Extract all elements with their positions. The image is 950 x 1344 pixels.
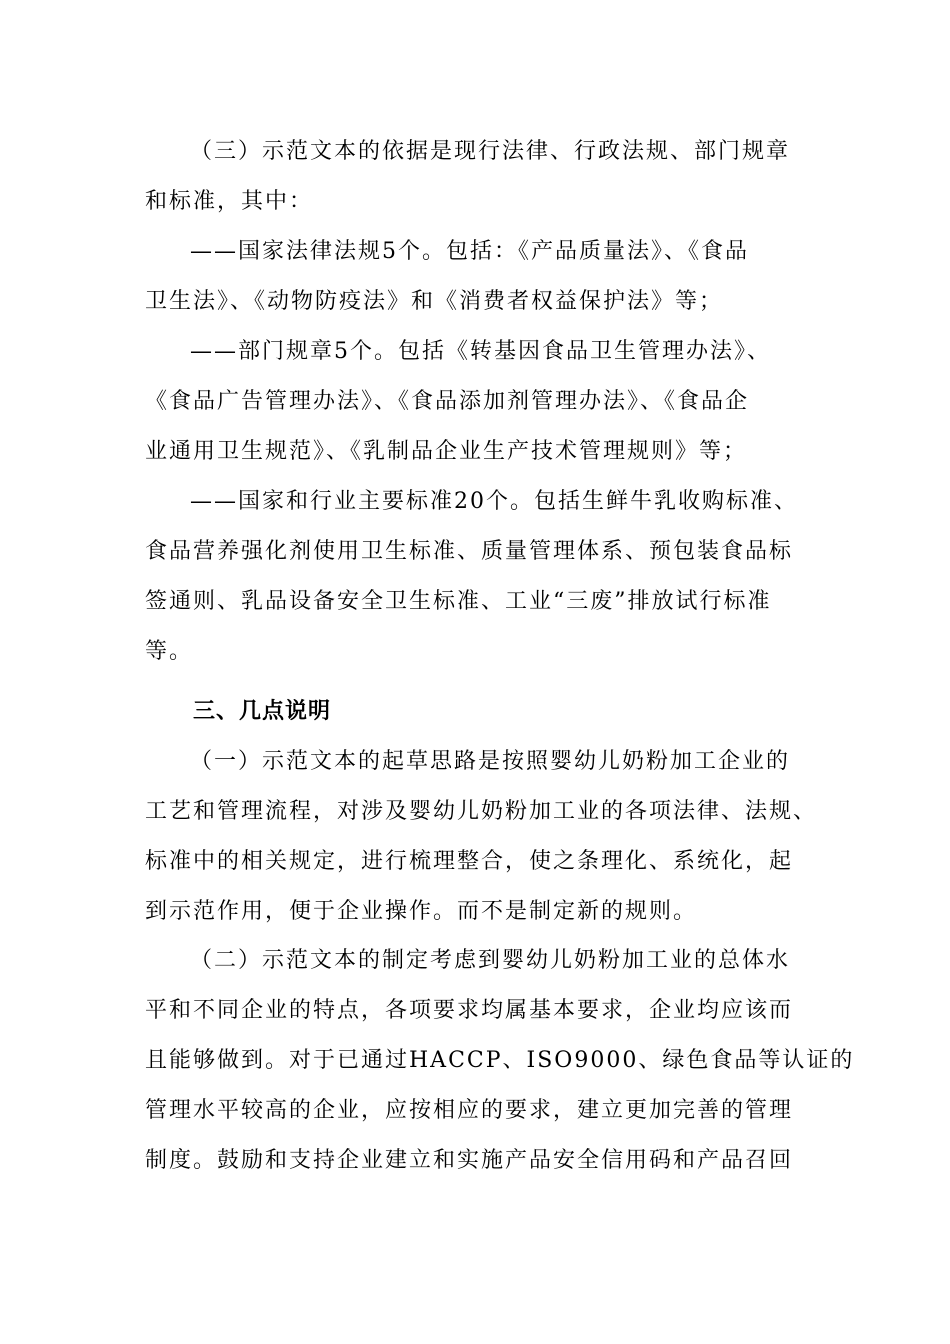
paragraph-line: 标准中的相关规定，进行梳理整合，使之条理化、系统化，起 <box>145 849 794 874</box>
paragraph-line: ——国家和行业主要标准20个。包括生鲜牛乳收购标准、 <box>190 489 798 514</box>
paragraph-line: 食品营养强化剂使用卫生标准、质量管理体系、预包装食品标 <box>145 539 794 564</box>
paragraph-line: （二）示范文本的制定考虑到婴幼儿奶粉加工业的总体水 <box>190 948 791 973</box>
paragraph-line: ——部门规章5个。包括《转基因食品卫生管理办法》、 <box>190 339 771 364</box>
section-heading: 三、几点说明 <box>193 699 332 724</box>
paragraph-line: 且能够做到。对于已通过HACCP、ISO9000、绿色食品等认证的 <box>145 1048 855 1073</box>
paragraph-line: 工艺和管理流程，对涉及婴幼儿奶粉加工业的各项法律、法规、 <box>145 799 818 824</box>
paragraph-line: 平和不同企业的特点，各项要求均属基本要求，企业均应该而 <box>145 998 794 1023</box>
paragraph-line: 管理水平较高的企业，应按相应的要求，建立更加完善的管理 <box>145 1098 794 1123</box>
paragraph-line: 卫生法》、《动物防疫法》和《消费者权益保护法》等； <box>145 289 724 314</box>
paragraph-line: ——国家法律法规5个。包括：《产品质量法》、《食品 <box>190 239 749 264</box>
paragraph-line: 等。 <box>145 639 194 664</box>
paragraph-line: 业通用卫生规范》、《乳制品企业生产技术管理规则》等； <box>145 439 748 464</box>
paragraph-line: 签通则、乳品设备安全卫生标准、工业“三废”排放试行标准 <box>145 589 772 614</box>
paragraph-line: 到示范作用，便于企业操作。而不是制定新的规则。 <box>145 899 698 924</box>
paragraph-line: （一）示范文本的起草思路是按照婴幼儿奶粉加工企业的 <box>190 749 791 774</box>
paragraph-line: （三）示范文本的依据是现行法律、行政法规、部门规章 <box>190 139 791 164</box>
paragraph-line: 和标准，其中： <box>145 189 314 214</box>
paragraph-line: 《食品广告管理办法》、《食品添加剂管理办法》、《食品企 <box>145 389 750 414</box>
paragraph-line: 制度。鼓励和支持企业建立和实施产品安全信用码和产品召回 <box>145 1148 794 1173</box>
